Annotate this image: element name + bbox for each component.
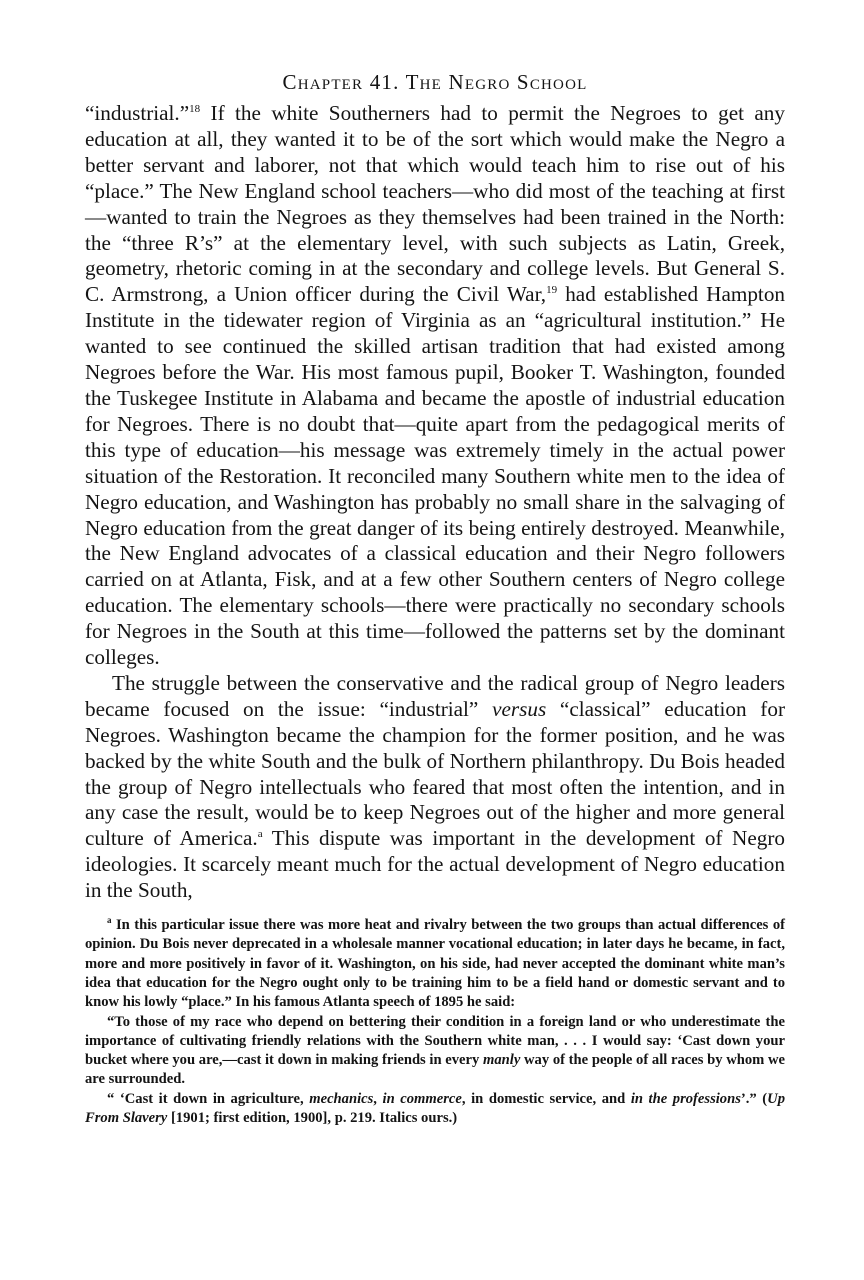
footnote-text: [1901; first edition, 1900], p. 219. Italics ours.) (167, 1110, 458, 1127)
footnote-text: “To those of my race who depend on bettering their condition in a foreign land or who underestimate the importance of cultivating friendly relations with the Southern white man, . . . I would say: ‘Cast down your bucket where you are,—cast it down in making friends in every (85, 1013, 785, 1069)
book-page (85, 70, 785, 1128)
footnote-mark: a (107, 915, 112, 926)
footnote-text: In this particular issue there was more heat and rivalry between the two groups than actual differences of opinion. Du Bois never deprecated in a wholesale manner vocational education; in later days he became, in fact, more and more positively in favor of it. Washington, on his side, had never accepted the dominant white man’s idea that education for the Negro ought only to be training him to be a field hand or domestic servant and to know his lowly “place.” In his famous Atlanta speech of 1895 he said: (85, 917, 785, 1011)
footnote-text: , in domestic service, and (461, 1090, 631, 1107)
book-title: Up From Slavery (85, 1090, 785, 1127)
italic-text: manly (483, 1052, 521, 1069)
footnote-quote-2 (85, 1090, 785, 1129)
footnote-reference-a: a (257, 828, 263, 841)
body-paragraph-2 (85, 671, 785, 904)
paragraph-text: had established Hampton Institute in the tidewater region of Virginia as an “agricultural institution.” He wanted to see continued the skilled artisan tradition that had existed among Negroes before the War. His most famous pupil, Booker T. Washington, founded the Tuskegee Institute in Alabama and became the apostle of industrial education for Negroes. There is no doubt that—quite apart from the pedagogical merits of this type of education—his message was extremely timely in the actual power situation of the Restoration. It reconciled many Southern white men to the idea of Negro education, and Washington has probably no small share in the salvaging of Negro education from the great danger of its being entirely destroyed. Meanwhile, the New England advocates of a classical education and their Negro followers carried on at Atlanta, Fisk, and at a few other Southern centers of Negro college education. The elementary schools—there were practically no secondary schools for Negroes in the South at this time—followed the patterns set by the dominant colleges. (85, 282, 786, 670)
paragraph-text: “classical” education for Negroes. Washington became the champion for the former position, and he was backed by the white South and the bulk of Northern philanthropy. Du Bois headed the group of Negro intellectuals who feared that most often the intention, and in any case the result, would be to keep Negroes out of the higher and more general culture of America. (85, 696, 785, 851)
footnote-text: “ ‘Cast it down in agriculture, (107, 1090, 310, 1107)
italic-text: in the professions (630, 1090, 741, 1107)
italic-text: mechanics (309, 1090, 374, 1107)
footnote-text: , (373, 1090, 383, 1107)
footnote-reference-19: 19 (546, 284, 558, 297)
italic-text: versus (492, 696, 547, 721)
running-head: Chapter 41. The Negro School (282, 70, 588, 94)
italic-text: in commerce (382, 1090, 462, 1107)
footnote-a (85, 916, 785, 1012)
paragraph-text: “industrial.” (85, 101, 190, 125)
footnote-text: way of the people of all races by whom we are surrounded. (85, 1052, 786, 1088)
footnotes (85, 916, 785, 1128)
paragraph-text: This dispute was important in the development of Negro ideologies. It scarcely meant much for the actual development of Negro education in the South, (85, 826, 786, 903)
footnote-quote-1 (85, 1013, 785, 1090)
paragraph-text: The struggle between the conservative and the radical group of Negro leaders became focused on the issue: “industrial” (85, 670, 785, 721)
footnote-reference-18: 18 (189, 102, 201, 115)
footnote-text: ’.” ( (740, 1090, 768, 1107)
body-paragraph-1 (85, 101, 785, 671)
paragraph-text: If the white Southerners had to permit the Negroes to get any education at all, they wanted it to be of the sort which would make the Negro a better servant and laborer, not that which would teach him to rise out of his “place.” The New England school teachers—who did most of the teaching at first—wanted to train the Negroes as they themselves had been trained in the North: the “three R’s” at the elementary level, with such subjects as Latin, Greek, geometry, rhetoric coming in at the secondary and college levels. But General S. C. Armstrong, a Union officer during the Civil War, (85, 101, 785, 307)
